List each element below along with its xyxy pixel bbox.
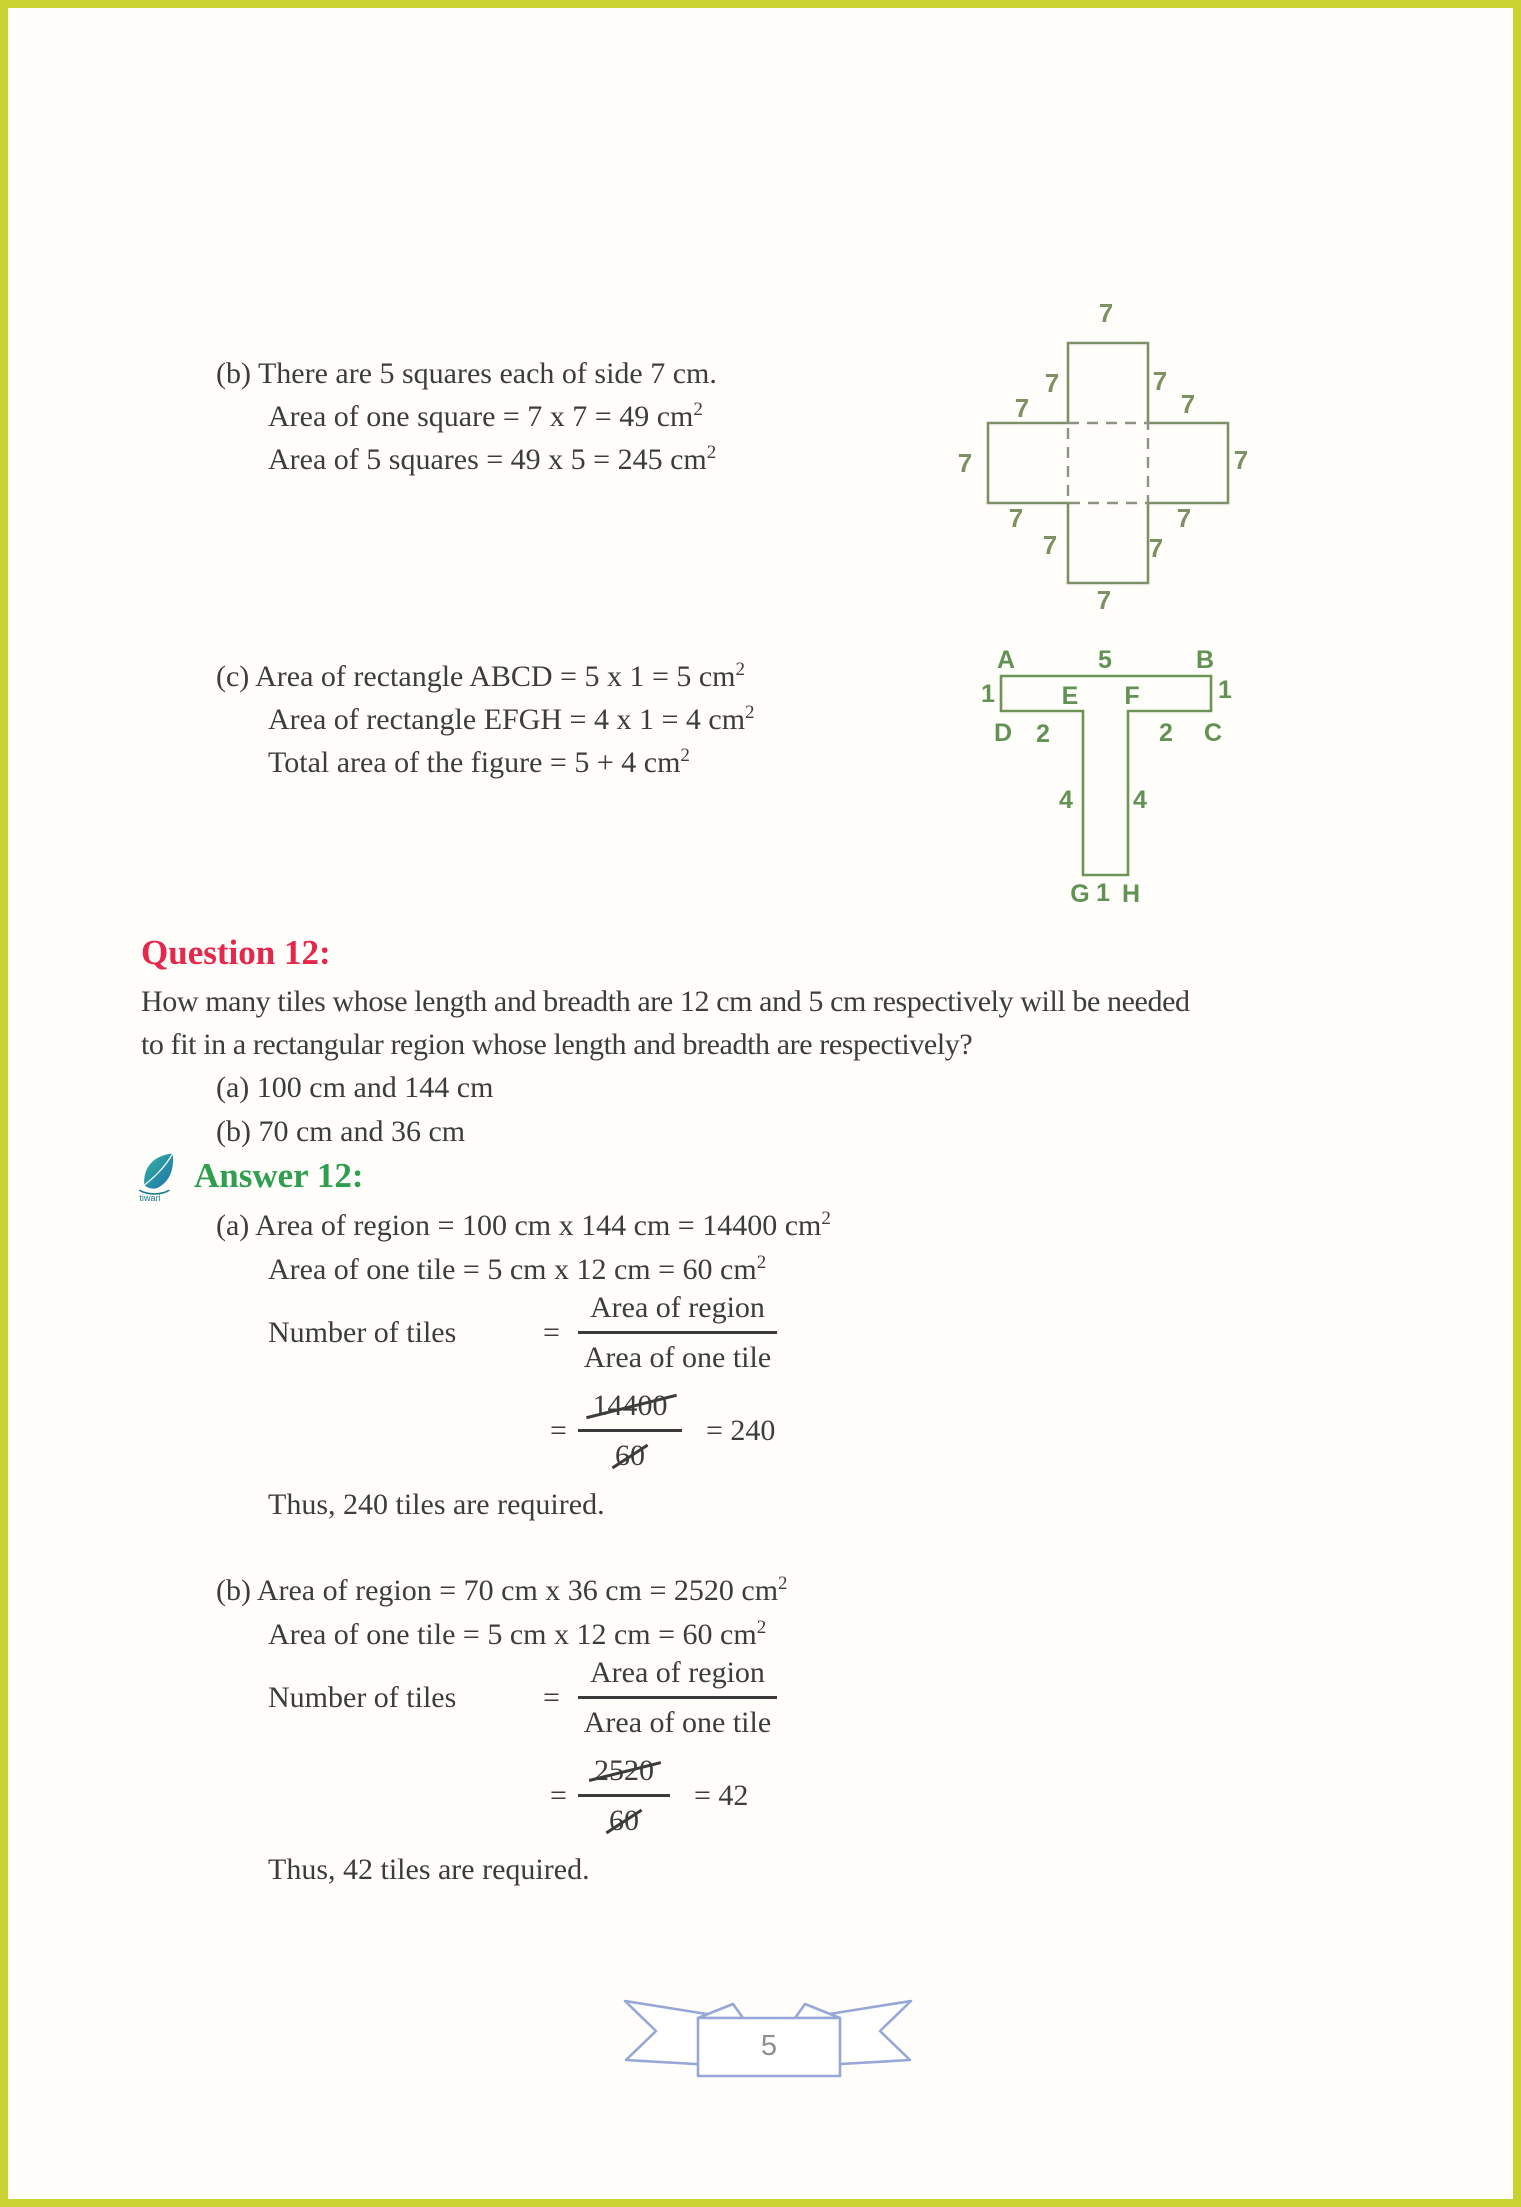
t-label-left-4: 4 [1059, 786, 1073, 814]
cross-label-top: 7 [1098, 298, 1114, 328]
superscript-2: 2 [706, 442, 717, 463]
ribbon-left-fold [698, 2004, 743, 2018]
answer-b-line2: Area of one tile = 5 cm x 12 cm = 60 $cm^2$ [268, 1617, 767, 1651]
area-ratio-fraction [578, 1290, 777, 1376]
t-label-B: B [1195, 646, 1215, 674]
area-ratio-fraction [578, 1655, 777, 1741]
equals-sign: = [550, 1779, 567, 1812]
answer-a-line2: Area of one tile = 5 cm x 12 cm = 60 $cm^2$ [268, 1252, 767, 1286]
question-option-a: (a) 100 cm and 144 cm [216, 1071, 494, 1104]
answer-a-calculation-row [550, 1385, 775, 1477]
t-shape-outline [1001, 676, 1211, 875]
question-heading: Question 12: [141, 933, 331, 972]
answer-heading-row [136, 1148, 363, 1204]
part-c-block [216, 655, 755, 784]
equals-sign: = [550, 1414, 567, 1447]
calculation-result: = 240 [706, 1414, 776, 1447]
tiwari-leaf-logo-icon [136, 1148, 186, 1204]
calculation-result: = 42 [694, 1779, 749, 1812]
superscript-2: 2 [821, 1208, 831, 1229]
question-text-line1: How many tiles whose length and breadth are 12 cm and 5 cm respectively will be needed [141, 985, 1190, 1018]
t-label-right-4: 4 [1133, 786, 1147, 814]
part-c-line1: (c) Area of rectangle ABCD = 5 x 1 = 5 $cm^2$ [216, 659, 746, 693]
t-label-H: H [1121, 880, 1141, 908]
cross-label-upper-right: 7 [1180, 389, 1196, 419]
cross-label-upper-left: 7 [1014, 393, 1030, 423]
answer-a-formula-row [268, 1290, 777, 1376]
logo-word: tiwari [139, 1193, 161, 1203]
cross-label-top-right: 7 [1152, 366, 1168, 396]
t-label-bottom-1: 1 [1096, 879, 1110, 907]
cross-outline [988, 343, 1228, 583]
cross-label-bottom-left: 7 [1042, 530, 1058, 560]
cross-center-dashed-square [1068, 423, 1148, 503]
question-option-b: (b) 70 cm and 36 cm [216, 1115, 466, 1148]
superscript-2: 2 [756, 1617, 767, 1638]
answer-b-conclusion: Thus, 42 tiles are required. [268, 1853, 590, 1886]
answer-heading: Answer 12: [194, 1156, 364, 1195]
cross-side-labels [958, 298, 1248, 615]
part-b-line2: Area of one square = 7 x 7 = 49 $cm^2$ [268, 399, 703, 433]
fraction-denominator: Area of one tile [583, 1341, 772, 1374]
superscript-2: 2 [680, 745, 690, 766]
t-label-left-1: 1 [981, 680, 995, 708]
t-label-right-1: 1 [1218, 676, 1232, 704]
t-label-left-2: 2 [1036, 720, 1050, 748]
ribbon-right-fold [795, 2004, 840, 2018]
answer-a-conclusion: Thus, 240 tiles are required. [268, 1488, 605, 1521]
fraction-denominator: Area of one tile [583, 1706, 772, 1739]
page-number-ribbon [613, 1993, 923, 2093]
fraction-numerator: Area of region [578, 1655, 777, 1699]
t-label-G: G [1070, 880, 1090, 908]
page-number: 5 [760, 2030, 778, 2062]
cross-label-bottom: 7 [1096, 585, 1112, 615]
equals-sign: = [543, 1316, 560, 1349]
superscript-2: 2 [756, 1252, 767, 1273]
answer-b-calculation-row [550, 1750, 748, 1842]
equals-sign: = [543, 1681, 560, 1714]
t-shape-labels [981, 646, 1232, 908]
t-label-C: C [1203, 719, 1223, 747]
part-b-line1: (b) There are 5 squares each of side 7 cm. [216, 357, 717, 390]
t-label-right-2: 2 [1159, 719, 1173, 747]
question-text-line2: to fit in a rectangular region whose length and breadth are respectively? [141, 1028, 973, 1061]
t-label-D: D [993, 719, 1013, 747]
t-label-F: F [1124, 682, 1140, 710]
cross-label-lower-right: 7 [1176, 503, 1192, 533]
superscript-2: 2 [735, 659, 746, 680]
part-b-line3: Area of 5 squares = 49 x 5 = 245 $cm^2$ [268, 442, 717, 476]
superscript-2: 2 [745, 702, 755, 723]
superscript-2: 2 [693, 399, 703, 420]
number-of-tiles-label: Number of tiles [268, 1681, 457, 1714]
t-label-A: A [996, 646, 1016, 674]
cancelled-numerator: 14400 [592, 1389, 668, 1422]
part-b-block [216, 352, 717, 481]
answer-b-line1: (b) Area of region = 70 cm x 36 cm = 2520 $cm^2$ [216, 1573, 788, 1607]
cancelled-numerator: 2520 [594, 1754, 654, 1787]
cross-label-bottom-right: 7 [1148, 533, 1164, 563]
answer-a-line1: (a) Area of region = 100 cm x 144 cm = 14400 $cm^2$ [216, 1208, 831, 1242]
fraction-numerator: Area of region [578, 1290, 777, 1334]
t-label-5: 5 [1098, 646, 1112, 674]
t-label-E: E [1061, 682, 1079, 710]
cancelled-denominator: 60 [615, 1439, 645, 1472]
part-c-line2: Area of rectangle EFGH = 4 x 1 = 4 $cm^2$ [268, 702, 755, 736]
answer-b-formula-row [268, 1655, 777, 1741]
cross-label-right: 7 [1233, 445, 1249, 475]
superscript-2: 2 [778, 1573, 788, 1594]
cross-label-left: 7 [957, 448, 973, 478]
t-shape-figure [958, 638, 1258, 913]
calculation-fraction [578, 1753, 670, 1839]
part-c-line3: Total area of the figure = 5 + 4 $cm^2$ [268, 745, 690, 779]
cross-label-top-left: 7 [1044, 368, 1060, 398]
cancelled-denominator: 60 [609, 1804, 639, 1837]
cross-label-lower-left: 7 [1008, 503, 1024, 533]
cross-squares-figure [938, 288, 1268, 628]
number-of-tiles-label: Number of tiles [268, 1316, 457, 1349]
calculation-fraction [578, 1388, 682, 1474]
